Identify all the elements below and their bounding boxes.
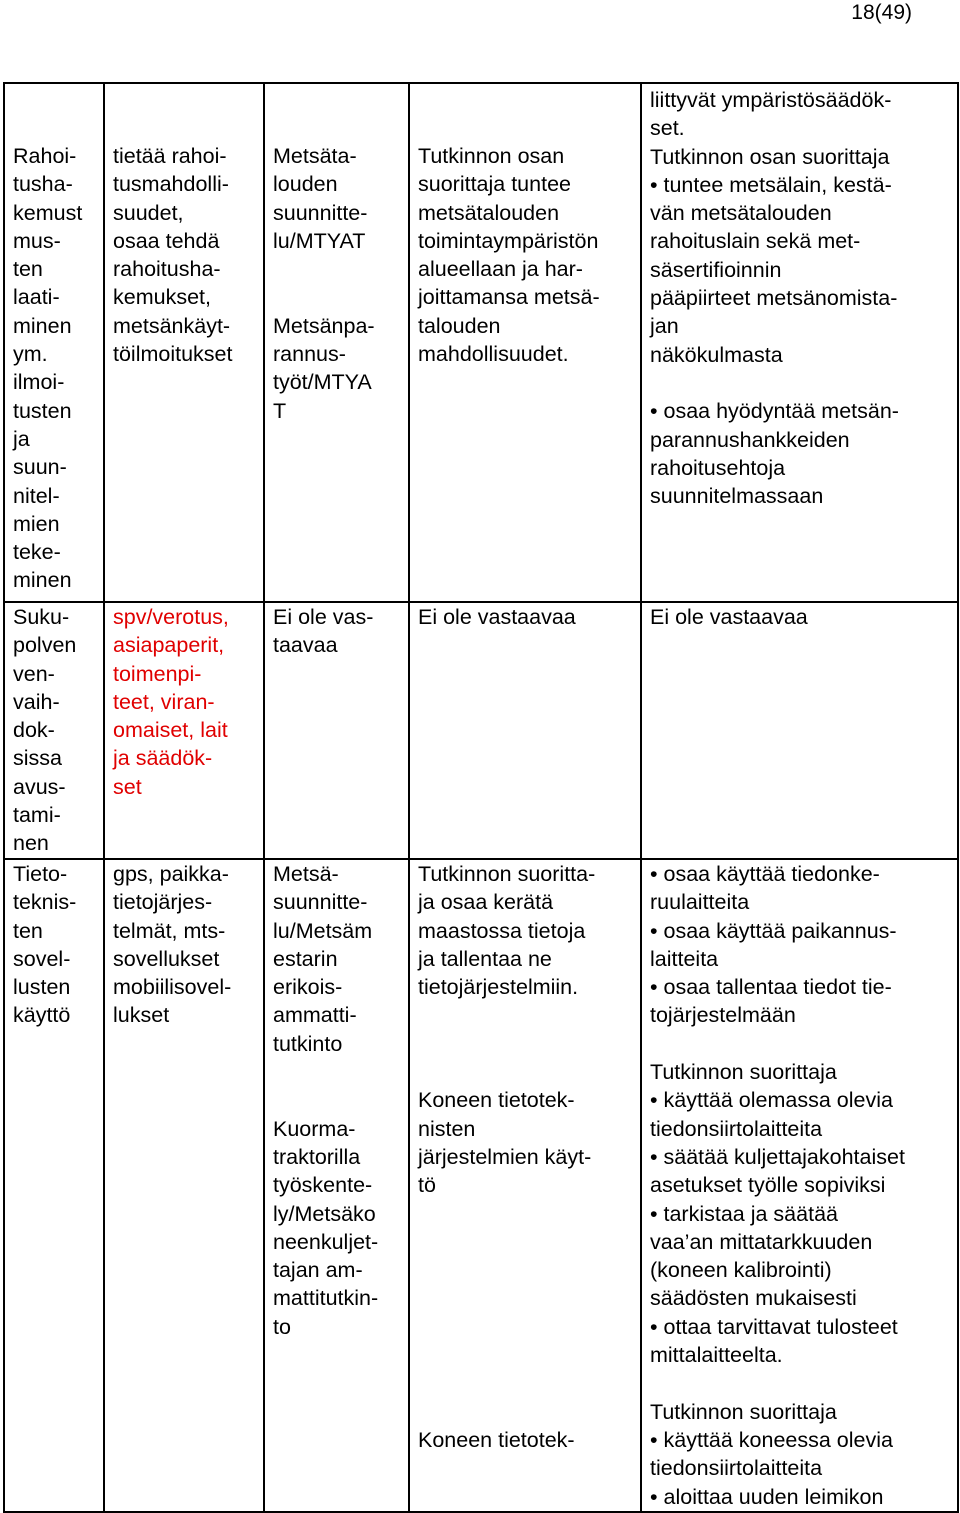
text-line: metsätalouden — [418, 200, 560, 225]
text-line: dok- — [13, 718, 55, 743]
text-line: säsertifioinnin — [650, 257, 782, 282]
text-line: pääpiirteet metsänomista- — [650, 286, 898, 311]
text-line: vaih- — [13, 689, 60, 714]
text-line: neenkuljet- — [273, 1229, 379, 1254]
text-line: ten — [13, 257, 43, 282]
text-line: laitteita — [650, 946, 719, 971]
text-line: mahdollisuudet. — [418, 342, 569, 367]
cell-description — [409, 83, 641, 602]
text-line: Tutkinnon suoritta- — [418, 862, 596, 886]
text-line: Tutkinnon suorittaja — [650, 1060, 837, 1085]
text-line: näkökulmasta — [650, 342, 783, 367]
text-line: rahoitusha- — [113, 257, 221, 282]
text-line: • osaa käyttää tiedonke- — [650, 862, 880, 886]
text-line: Tieto- — [13, 862, 68, 886]
text-line: Metsänpa- — [273, 313, 375, 338]
text-line: spv/verotus, — [113, 605, 229, 629]
text-line: • käyttää olemassa olevia — [650, 1088, 893, 1113]
text-block — [650, 1058, 951, 1369]
text-block — [650, 860, 951, 1030]
text-line: työskente- — [273, 1173, 373, 1198]
text-line: tajan am- — [273, 1258, 363, 1283]
text-block — [650, 1398, 951, 1511]
text-line: talouden — [418, 313, 501, 338]
text-line: ja tallentaa ne — [418, 946, 552, 971]
cell-qualification — [264, 859, 409, 1512]
text-line: set — [113, 774, 142, 799]
text-block — [113, 142, 257, 368]
text-line: teknis- — [13, 890, 77, 915]
text-line: minen — [13, 568, 72, 593]
text-line: teke- — [13, 540, 61, 565]
text-line: lukset — [113, 1003, 170, 1028]
text-line: Metsä- — [273, 862, 339, 886]
text-line: ilmoi- — [13, 370, 65, 395]
text-line: tietää rahoi- — [113, 144, 227, 168]
text-line: tiedonsiirtolaitteita — [650, 1456, 823, 1481]
text-line: • aloittaa uuden leimikon — [650, 1484, 884, 1509]
text-line: asetukset työlle sopiviksi — [650, 1173, 886, 1198]
text-line: lusten — [13, 975, 71, 1000]
text-line: tojärjestelmään — [650, 1003, 796, 1028]
cell-content — [104, 83, 264, 602]
text-line: parannushankkeiden — [650, 427, 850, 452]
text-line: ruulaitteita — [650, 890, 750, 915]
text-line: nisten — [418, 1116, 476, 1141]
text-line: estarin — [273, 946, 338, 971]
text-line: • ottaa tarvittavat tulosteet — [650, 1314, 898, 1339]
text-line: tö — [418, 1173, 436, 1198]
text-line: lu/Metsäm — [273, 918, 373, 943]
text-line: louden — [273, 172, 338, 197]
text-line: telmät, mts- — [113, 918, 226, 943]
text-line: • säätää kuljettajakohtaiset — [650, 1144, 905, 1169]
text-line: T — [273, 398, 287, 423]
text-line: suun- — [13, 455, 67, 480]
text-line: työt/MTYA — [273, 370, 372, 395]
text-line: set. — [650, 116, 685, 141]
text-line: nen — [13, 831, 49, 856]
text-block — [273, 312, 402, 425]
text-line: ja osaa kerätä — [418, 890, 554, 915]
text-line: tietojärjestelmiin. — [418, 975, 579, 1000]
text-line: suorittaja tuntee — [418, 172, 571, 197]
text-line: tiedonsiirtolaitteita — [650, 1116, 823, 1141]
text-line: mus- — [13, 228, 61, 253]
text-line: kemukset, — [113, 285, 211, 310]
text-line: suudet, — [113, 200, 184, 225]
text-line: • tuntee metsälain, kestä- — [650, 172, 892, 197]
text-line: metsänkäyt- — [113, 313, 231, 338]
table-row — [4, 83, 958, 602]
text-line: Suku- — [13, 605, 70, 629]
cell-qualification — [264, 602, 409, 859]
text-line: Tutkinnon suorittaja — [650, 1399, 837, 1424]
cell-criteria — [641, 83, 958, 602]
cell-description — [409, 859, 641, 1512]
text-line: ammatti- — [273, 1003, 357, 1028]
text-line: vaa’an mittatarkkuuden — [650, 1229, 873, 1254]
text-block — [13, 603, 97, 858]
cell-criteria — [641, 602, 958, 859]
text-line: asiapaperit, — [113, 633, 225, 658]
text-line: sovel- — [13, 946, 71, 971]
text-line: gps, paikka- — [113, 862, 229, 886]
text-line: nitel- — [13, 483, 60, 508]
text-line: Ei ole vastaavaa — [418, 605, 576, 629]
table-row — [4, 859, 958, 1512]
cell-topic — [4, 859, 104, 1512]
text-line: sissa — [13, 746, 62, 771]
text-block — [13, 860, 97, 1030]
text-line: suunnitelmassaan — [650, 484, 824, 509]
text-line: töilmoitukset — [113, 342, 233, 367]
text-line: tusmahdolli- — [113, 172, 229, 197]
text-block — [13, 142, 97, 595]
text-line: omaiset, lait — [113, 718, 228, 743]
text-line: ten — [13, 918, 43, 943]
text-line: Koneen tietotek- — [418, 1088, 575, 1113]
text-line: erikois- — [273, 975, 343, 1000]
text-block — [273, 603, 402, 660]
text-line: ven- — [13, 661, 55, 686]
cell-content — [104, 859, 264, 1512]
cell-description — [409, 602, 641, 859]
cell-criteria — [641, 859, 958, 1512]
text-line: rahoitusehtoja — [650, 455, 786, 480]
text-block — [650, 397, 951, 510]
text-line: kemust — [13, 200, 83, 225]
text-line: laati- — [13, 285, 60, 310]
text-line: Ei ole vas- — [273, 605, 374, 629]
text-line: avus- — [13, 774, 66, 799]
text-block — [650, 86, 951, 143]
text-line: maastossa tietoja — [418, 918, 586, 943]
text-line: liittyvät ympäristösäädök- — [650, 88, 892, 112]
text-line: ly/Metsäko — [273, 1201, 376, 1226]
text-line: tusten — [13, 398, 72, 423]
text-line: • osaa tallentaa tiedot tie- — [650, 975, 892, 1000]
text-line: sovellukset — [113, 946, 220, 971]
text-line: Ei ole vastaavaa — [650, 605, 808, 629]
text-line: polven — [13, 633, 77, 658]
text-line: Kuorma- — [273, 1116, 356, 1141]
cell-topic — [4, 602, 104, 859]
text-block — [418, 1086, 634, 1199]
text-line: • tarkistaa ja säätää — [650, 1201, 838, 1226]
text-line: mobiilisovel- — [113, 975, 232, 1000]
text-line: mittalaitteelta. — [650, 1343, 783, 1368]
page-number: 18(49) — [851, 1, 912, 24]
text-block — [418, 860, 634, 1001]
text-block — [418, 1426, 634, 1454]
cell-content — [104, 602, 264, 859]
text-line: lu/MTYAT — [273, 228, 366, 253]
text-line: alueellaan ja har- — [418, 257, 583, 282]
text-line: säädösten mukaisesti — [650, 1286, 857, 1311]
text-line: Metsäta- — [273, 144, 357, 168]
text-line: rannus- — [273, 342, 346, 367]
text-line: Rahoi- — [13, 144, 77, 168]
text-line: joittamansa metsä- — [418, 285, 600, 310]
text-block — [418, 603, 634, 631]
text-line: • osaa hyödyntää metsän- — [650, 399, 899, 424]
text-line: osaa tehdä — [113, 228, 220, 253]
text-line: jan — [650, 314, 679, 339]
cell-qualification — [264, 83, 409, 602]
text-block — [650, 603, 951, 631]
text-line: taavaa — [273, 633, 338, 658]
text-block — [273, 142, 402, 255]
text-line: Tutkinnon osan — [418, 144, 565, 168]
text-line: suunnitte- — [273, 890, 368, 915]
text-block — [650, 143, 951, 369]
text-block — [273, 860, 402, 1058]
text-line: vän metsätalouden — [650, 201, 832, 226]
text-line: tami- — [13, 803, 61, 828]
text-line: ja — [13, 426, 30, 451]
text-line: tusha- — [13, 172, 73, 197]
text-block — [113, 603, 257, 801]
table-row — [4, 602, 958, 859]
text-line: (koneen kalibrointi) — [650, 1258, 832, 1283]
text-line: suunnitte- — [273, 200, 368, 225]
text-line: • käyttää koneessa olevia — [650, 1427, 893, 1452]
text-block — [418, 142, 634, 368]
text-line: Koneen tietotek- — [418, 1427, 575, 1452]
text-block — [273, 1115, 402, 1341]
text-line: mien — [13, 511, 60, 536]
text-line: toimintaympäristön — [418, 228, 599, 253]
text-line: traktorilla — [273, 1144, 361, 1169]
competence-table — [3, 82, 959, 1513]
text-line: teet, viran- — [113, 689, 215, 714]
text-line: järjestelmien käyt- — [418, 1144, 592, 1169]
cell-topic — [4, 83, 104, 602]
text-line: Tutkinnon osan suorittaja — [650, 144, 890, 169]
text-line: ym. — [13, 342, 48, 367]
text-line: mattitutkin- — [273, 1286, 379, 1311]
text-line: • osaa käyttää paikannus- — [650, 918, 897, 943]
text-line: minen — [13, 313, 72, 338]
text-block — [113, 860, 257, 1030]
text-line: to — [273, 1314, 291, 1339]
text-line: toimenpi- — [113, 661, 202, 686]
text-line: käyttö — [13, 1003, 71, 1028]
text-line: tutkinto — [273, 1031, 343, 1056]
text-line: tietojärjes- — [113, 890, 213, 915]
text-line: rahoituslain sekä met- — [650, 229, 861, 254]
text-line: ja säädök- — [113, 746, 213, 771]
